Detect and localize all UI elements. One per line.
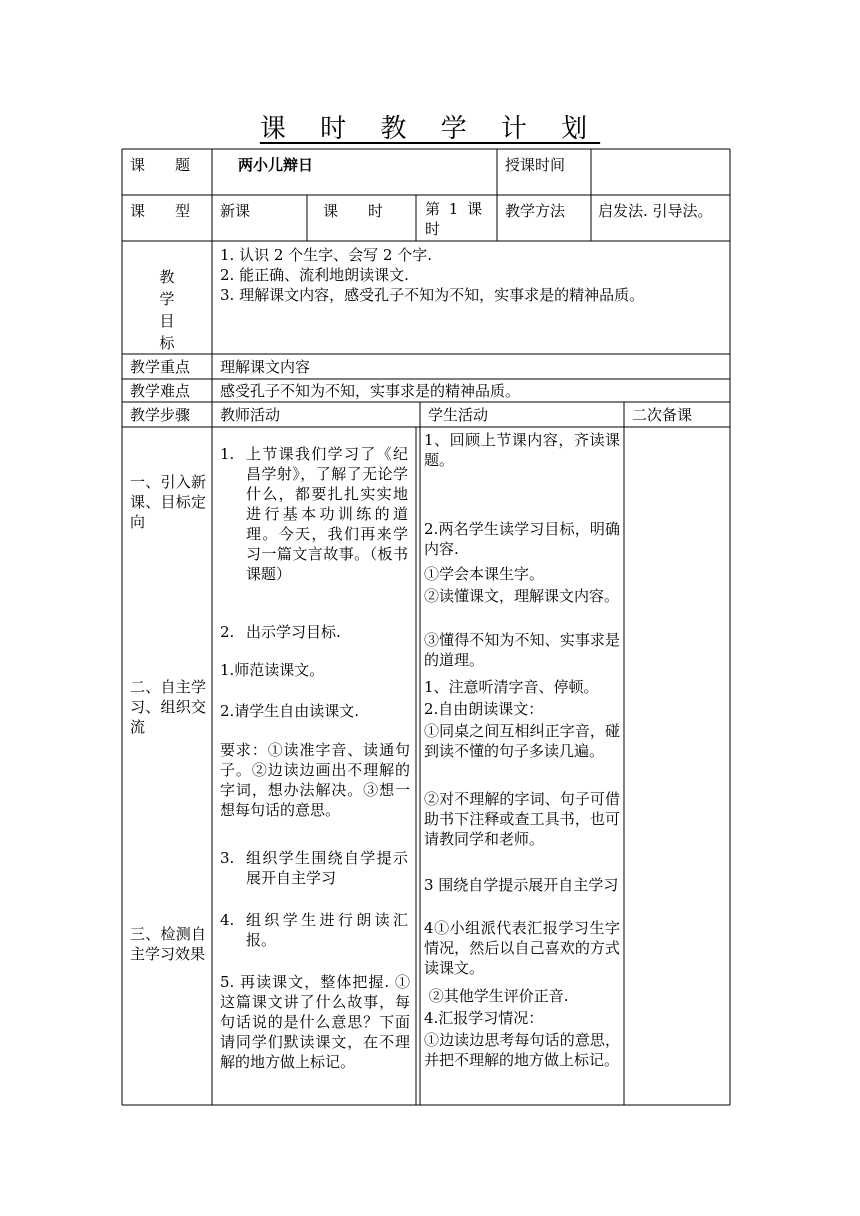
teacher-item-1: 上节课我们学习了《纪昌学射》，了解了无论学什么，都要扎扎实实地进行基本功训练的道理。今天，我们再来学习一篇文言故事。（板书课题） [246, 445, 408, 583]
teacher-item-2: 出示学习目标. [246, 623, 341, 641]
type-label: 课 型 [130, 202, 191, 220]
step-3: 三、检测自主学习效果 [130, 925, 206, 963]
student-item-3: ①学会本课生字。 [424, 565, 545, 583]
student-item-11: 4①小组派代表汇报学习生字情况，然后以自己喜欢的方式读课文。 [424, 919, 620, 977]
header-notes: 二次备课 [632, 406, 693, 424]
teacher-item-6-number: 3. [220, 849, 235, 867]
period-value: 第 1 课时 [425, 200, 485, 238]
page-title: 课 时 教 学 计 划 [259, 114, 601, 144]
objectives-list [220, 245, 725, 305]
student-item-6: 1、注意听清字音、停顿。 [424, 678, 599, 696]
period-label: 课 时 [323, 202, 384, 220]
teacher-item-4: 2.请学生自由读课文. [220, 702, 360, 720]
objective-item: 3. 理解课文内容，感受孔子不知为不知，实事求是的精神品质。 [220, 286, 645, 304]
step-1: 一、引入新课、目标定向 [130, 473, 206, 531]
teacher-item-5: 要求：①读准字音、读通句子。②边读边画出不理解的字词，想办法解决。③想一想每句话的意思。 [220, 741, 410, 819]
student-item-5: ③懂得不知为不知、实事求是的道理。 [424, 631, 620, 669]
method-label: 教学方法 [505, 202, 566, 220]
student-item-9: ②对不理解的字词、句子可借助书下注释或查工具书，也可请教同学和老师。 [424, 790, 620, 848]
teacher-item-1-number: 1. [220, 445, 235, 463]
header-student: 学生活动 [428, 406, 489, 424]
header-teacher: 教师活动 [220, 406, 281, 424]
teacher-item-8: 5. 再读课文，整体把握. ①这篇课文讲了什么故事，每句话说的是什么意思？下面请同学们默读课文，在不理解的地方做上标记。 [220, 973, 410, 1071]
method-value: 启发法. 引导法。 [598, 202, 713, 220]
student-item-8: ①同桌之间互相纠正字音，碰到读不懂的句子多读几遍。 [424, 722, 620, 760]
student-item-2: 2.两名学生读学习目标，明确内容. [424, 520, 620, 558]
key-point-label: 教学重点 [130, 358, 191, 376]
objectives-label: 教 学 目 标 [159, 268, 175, 352]
student-item-10: 3 围绕自学提示展开自主学习 [424, 876, 619, 894]
header-steps: 教学步骤 [130, 406, 191, 424]
student-item-1: 1、回顾上节课内容，齐读课题。 [424, 431, 620, 469]
teacher-item-7: 组织学生进行朗读汇报。 [246, 911, 408, 949]
objective-item: 2. 能正确、流利地朗读课文. [220, 266, 409, 284]
difficulty-label: 教学难点 [130, 382, 191, 400]
student-item-14: ①边读边思考每句话的意思，并把不理解的地方做上标记。 [424, 1031, 620, 1069]
student-item-7: 2.自由朗读课文： [424, 700, 544, 718]
topic-label: 课 题 [130, 156, 191, 174]
teacher-item-2-number: 2. [220, 623, 235, 641]
difficulty-value: 感受孔子不知为不知，实事求是的精神品质。 [220, 382, 521, 400]
time-label: 授课时间 [505, 156, 566, 174]
teacher-item-3: 1.师范读课文。 [220, 661, 325, 679]
student-item-12: ②其他学生评价正音. [424, 987, 569, 1005]
student-item-13: 4.汇报学习情况： [424, 1009, 544, 1027]
key-point-value: 理解课文内容 [220, 358, 311, 376]
topic-value: 两小儿辩日 [238, 156, 314, 174]
student-item-4: ②读懂课文，理解课文内容。 [424, 587, 620, 605]
objective-item: 1. 认识 2 个生字、会写 2 个字. [220, 246, 433, 264]
teacher-item-6: 组织学生围绕自学提示展开自主学习 [246, 849, 408, 887]
teacher-item-7-number: 4. [220, 911, 235, 929]
type-value: 新课 [220, 202, 251, 220]
step-2: 二、自主学习、组织交流 [130, 678, 206, 736]
